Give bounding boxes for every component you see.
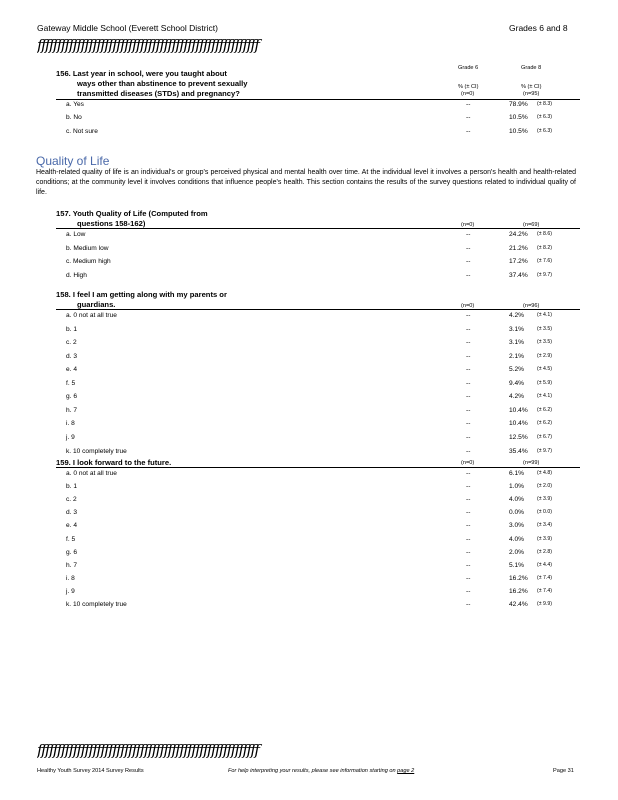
q159-grade6-value: --	[466, 548, 471, 556]
q157-option-label: c. Medium high	[66, 258, 111, 266]
q158-option-label: f. 5	[66, 379, 76, 387]
q159-grade8-percent: 16.2%	[509, 574, 528, 582]
footer-decorative-rule: ffffffffffffffffffffffffffffffffffffffffffffffffffffffff	[37, 741, 259, 759]
q159-grade6-n: (n=0)	[461, 460, 475, 466]
q159-option-label: e. 4	[66, 522, 77, 530]
q157-line-1: 157. Youth Quality of Life (Computed from	[56, 209, 208, 218]
q158-grade6-value: --	[466, 352, 471, 360]
q159-grade6-value: --	[466, 509, 471, 517]
q157-option-label: d. High	[66, 271, 87, 279]
q156-grade6-value: --	[466, 127, 471, 135]
q158-grade6-value: --	[466, 339, 471, 347]
q159-option-label: d. 3	[66, 509, 77, 517]
q159-option-label: i. 8	[66, 574, 75, 582]
q159-grade6-value: --	[466, 470, 471, 477]
q158-grade6-value: --	[466, 433, 471, 441]
q158-grade6-value: --	[466, 379, 471, 387]
q156-option-label: a. Yes	[66, 101, 84, 108]
q156-line-2: ways other than abstinence to prevent sexually	[77, 79, 248, 88]
q156-grade8-n: (n=95)	[523, 91, 540, 97]
q159-grade8-percent: 16.2%	[509, 587, 528, 595]
q159-grade8-ci: (± 7.4)	[537, 587, 552, 594]
q157-line-2: questions 158-162)	[77, 219, 146, 228]
q159-option-label: b. 1	[66, 483, 77, 491]
q159-grade6-value: --	[466, 561, 471, 569]
q158-grade8-percent: 5.2%	[509, 366, 525, 374]
q156-grade6-n: (n=0)	[461, 91, 475, 97]
q158-grade8-percent: 4.2%	[509, 393, 525, 401]
q159-grade8-ci: (± 7.4)	[537, 574, 552, 581]
q158-grade8-percent: 10.4%	[509, 420, 528, 428]
q156-line-1: 156. Last year in school, were you taught about	[56, 69, 227, 78]
q157-grade8-ci: (± 8.2)	[537, 244, 552, 251]
q157-grade6-value: --	[466, 258, 471, 266]
q159-option-label: g. 6	[66, 548, 77, 556]
q158-grade8-ci: (± 9.7)	[537, 447, 552, 454]
q156-rule	[56, 99, 580, 100]
q157-grade8-percent: 24.2%	[509, 231, 528, 238]
q156-line-3: transmitted diseases (STDs) and pregnancy?	[77, 89, 240, 98]
q159-grade8-ci: (± 3.9)	[537, 496, 552, 503]
q157-grade8-ci: (± 8.6)	[537, 231, 552, 237]
q159-grade8-percent: 0.0%	[509, 509, 525, 517]
q158-grade6-value: --	[466, 393, 471, 401]
q158-option-label: i. 8	[66, 420, 75, 428]
q157-option-label: a. Low	[66, 231, 86, 238]
q158-grade6-value: --	[466, 312, 471, 319]
q157-grade8-ci: (± 9.7)	[537, 271, 552, 278]
q158-option-label: j. 9	[66, 433, 75, 441]
q156-grade8-percent: 78.9%	[509, 101, 528, 108]
q158-line-1: 158. I feel I am getting along with my parents or	[56, 290, 227, 299]
q157-rule	[56, 228, 580, 229]
q156-grade8-ci: (± 8.3)	[537, 101, 552, 107]
q159-grade8-ci: (± 3.4)	[537, 522, 552, 529]
q156-grade8-pct-header: % (± CI)	[521, 84, 542, 90]
q158-option-label: c. 2	[66, 339, 77, 347]
q158-rule	[56, 309, 580, 310]
q157-grade8-n: (n=69)	[523, 222, 540, 228]
q158-grade8-ci: (± 4.5)	[537, 366, 552, 373]
q159-grade6-value: --	[466, 483, 471, 491]
q159-grade8-percent: 5.1%	[509, 561, 525, 569]
q158-grade8-ci: (± 4.1)	[537, 393, 552, 400]
q159-grade8-percent: 6.1%	[509, 470, 525, 477]
q156-grade6-pct-header: % (± CI)	[458, 84, 479, 90]
q159-grade8-ci: (± 2.0)	[537, 483, 552, 490]
q159-grade8-percent: 42.4%	[509, 601, 528, 608]
q158-grade8-ci: (± 5.9)	[537, 379, 552, 386]
q158-grade8-ci: (± 2.9)	[537, 352, 552, 359]
q159-grade6-value: --	[466, 522, 471, 530]
section-title: Quality of Life	[36, 154, 110, 168]
q159-grade8-percent: 2.0%	[509, 548, 525, 556]
q158-option-label: h. 7	[66, 406, 77, 414]
q159-grade8-n: (n=99)	[523, 460, 540, 466]
q157-grade6-value: --	[466, 271, 471, 279]
footer-page-link[interactable]: page 2	[397, 768, 415, 774]
q159-grade6-value: --	[466, 496, 471, 504]
q159-rule	[56, 467, 580, 468]
q158-grade8-ci: (± 6.2)	[537, 420, 552, 427]
q158-option-label: e. 4	[66, 366, 77, 374]
q156-option-label: b. No	[66, 114, 82, 122]
q159-grade8-ci: (± 4.8)	[537, 470, 552, 476]
q156-grade8-percent: 10.5%	[509, 127, 528, 135]
q157-grade8-ci: (± 7.6)	[537, 258, 552, 265]
document-header-right: Grades 6 and 8	[509, 23, 568, 33]
q159-grade6-value: --	[466, 574, 471, 582]
q156-grade8-ci: (± 6.3)	[537, 114, 552, 121]
q158-grade8-percent: 10.4%	[509, 406, 528, 414]
q159-option-label: h. 7	[66, 561, 77, 569]
q158-option-label: b. 1	[66, 325, 77, 333]
q159-grade6-value: --	[466, 601, 471, 608]
q158-grade6-value: --	[466, 406, 471, 414]
footer-middle	[228, 768, 414, 774]
q159-option-label: c. 2	[66, 496, 77, 504]
q158-grade6-value: --	[466, 420, 471, 428]
q156-grade6-value: --	[466, 101, 471, 108]
q159-option-label: j. 9	[66, 587, 75, 595]
q158-option-label: d. 3	[66, 352, 77, 360]
q158-grade6-n: (n=0)	[461, 303, 475, 309]
q159-grade6-value: --	[466, 535, 471, 543]
q158-grade8-percent: 3.1%	[509, 325, 525, 333]
q157-grade8-percent: 21.2%	[509, 244, 528, 252]
q159-grade8-percent: 3.0%	[509, 522, 525, 530]
q159-option-label: k. 10 completely true	[66, 601, 127, 608]
q158-option-label: a. 0 not at all true	[66, 312, 117, 319]
q158-grade6-value: --	[466, 325, 471, 333]
q158-grade8-ci: (± 3.5)	[537, 325, 552, 332]
q159-grade8-ci: (± 4.4)	[537, 561, 552, 568]
q157-option-label: b. Medium low	[66, 244, 109, 252]
grade-6-column-header: Grade 6	[458, 65, 479, 71]
q159-option-label: f. 5	[66, 535, 76, 543]
q159-line-1: 159. I look forward to the future.	[56, 458, 172, 467]
q158-grade6-value: --	[466, 447, 471, 455]
q157-grade8-percent: 37.4%	[509, 271, 528, 279]
q159-option-label: a. 0 not at all true	[66, 470, 117, 477]
q157-grade8-percent: 17.2%	[509, 258, 528, 266]
q159-grade8-ci: (± 3.9)	[537, 535, 552, 542]
q158-grade8-ci: (± 4.1)	[537, 312, 552, 318]
q158-grade8-percent: 35.4%	[509, 447, 528, 455]
document-header-left: Gateway Middle School (Everett School District)	[37, 23, 218, 33]
footer-left: Healthy Youth Survey 2014 Survey Results	[37, 768, 144, 774]
q156-grade8-percent: 10.5%	[509, 114, 528, 122]
q157-grade6-value: --	[466, 231, 471, 238]
q159-grade8-percent: 1.0%	[509, 483, 525, 491]
q158-grade8-percent: 2.1%	[509, 352, 525, 360]
q159-grade8-percent: 4.0%	[509, 496, 525, 504]
footer-help-text: For help interpreting your results, please see information starting on	[228, 768, 396, 774]
q158-grade8-ci: (± 3.5)	[537, 339, 552, 346]
q159-grade6-value: --	[466, 587, 471, 595]
q158-grade6-value: --	[466, 366, 471, 374]
q156-option-label: c. Not sure	[66, 127, 98, 135]
q158-line-2: guardians.	[77, 300, 116, 309]
q159-grade8-ci: (± 0.0)	[537, 509, 552, 516]
q158-grade8-percent: 3.1%	[509, 339, 525, 347]
q159-grade8-percent: 4.0%	[509, 535, 525, 543]
grade-8-column-header: Grade 8	[521, 65, 542, 71]
q158-grade8-ci: (± 6.7)	[537, 433, 552, 440]
q158-option-label: g. 6	[66, 393, 77, 401]
q157-grade6-n: (n=0)	[461, 222, 475, 228]
q157-grade6-value: --	[466, 244, 471, 252]
q158-grade8-percent: 9.4%	[509, 379, 525, 387]
q158-grade8-percent: 12.5%	[509, 433, 528, 441]
header-decorative-rule: ffffffffffffffffffffffffffffffffffffffffffffffffffffffff	[37, 36, 259, 54]
q156-grade6-value: --	[466, 114, 471, 122]
q158-grade8-percent: 4.2%	[509, 312, 525, 319]
q158-option-label: k. 10 completely true	[66, 447, 127, 455]
footer-page-number: Page 31	[553, 768, 574, 774]
q159-grade8-ci: (± 2.8)	[537, 548, 552, 555]
q158-grade8-n: (n=96)	[523, 303, 540, 309]
q159-grade8-ci: (± 9.9)	[537, 601, 552, 607]
section-paragraph: Health-related quality of life is an individual's or group's perceived physical and mental health over time. At the individual level it involves a person's health and health-related conditions; at the community level it involves conditions that influence people's health. This section contains the results of the survey questions related to individual quality of life.	[36, 169, 576, 196]
q156-grade8-ci: (± 6.3)	[537, 127, 552, 134]
q158-grade8-ci: (± 6.2)	[537, 406, 552, 413]
